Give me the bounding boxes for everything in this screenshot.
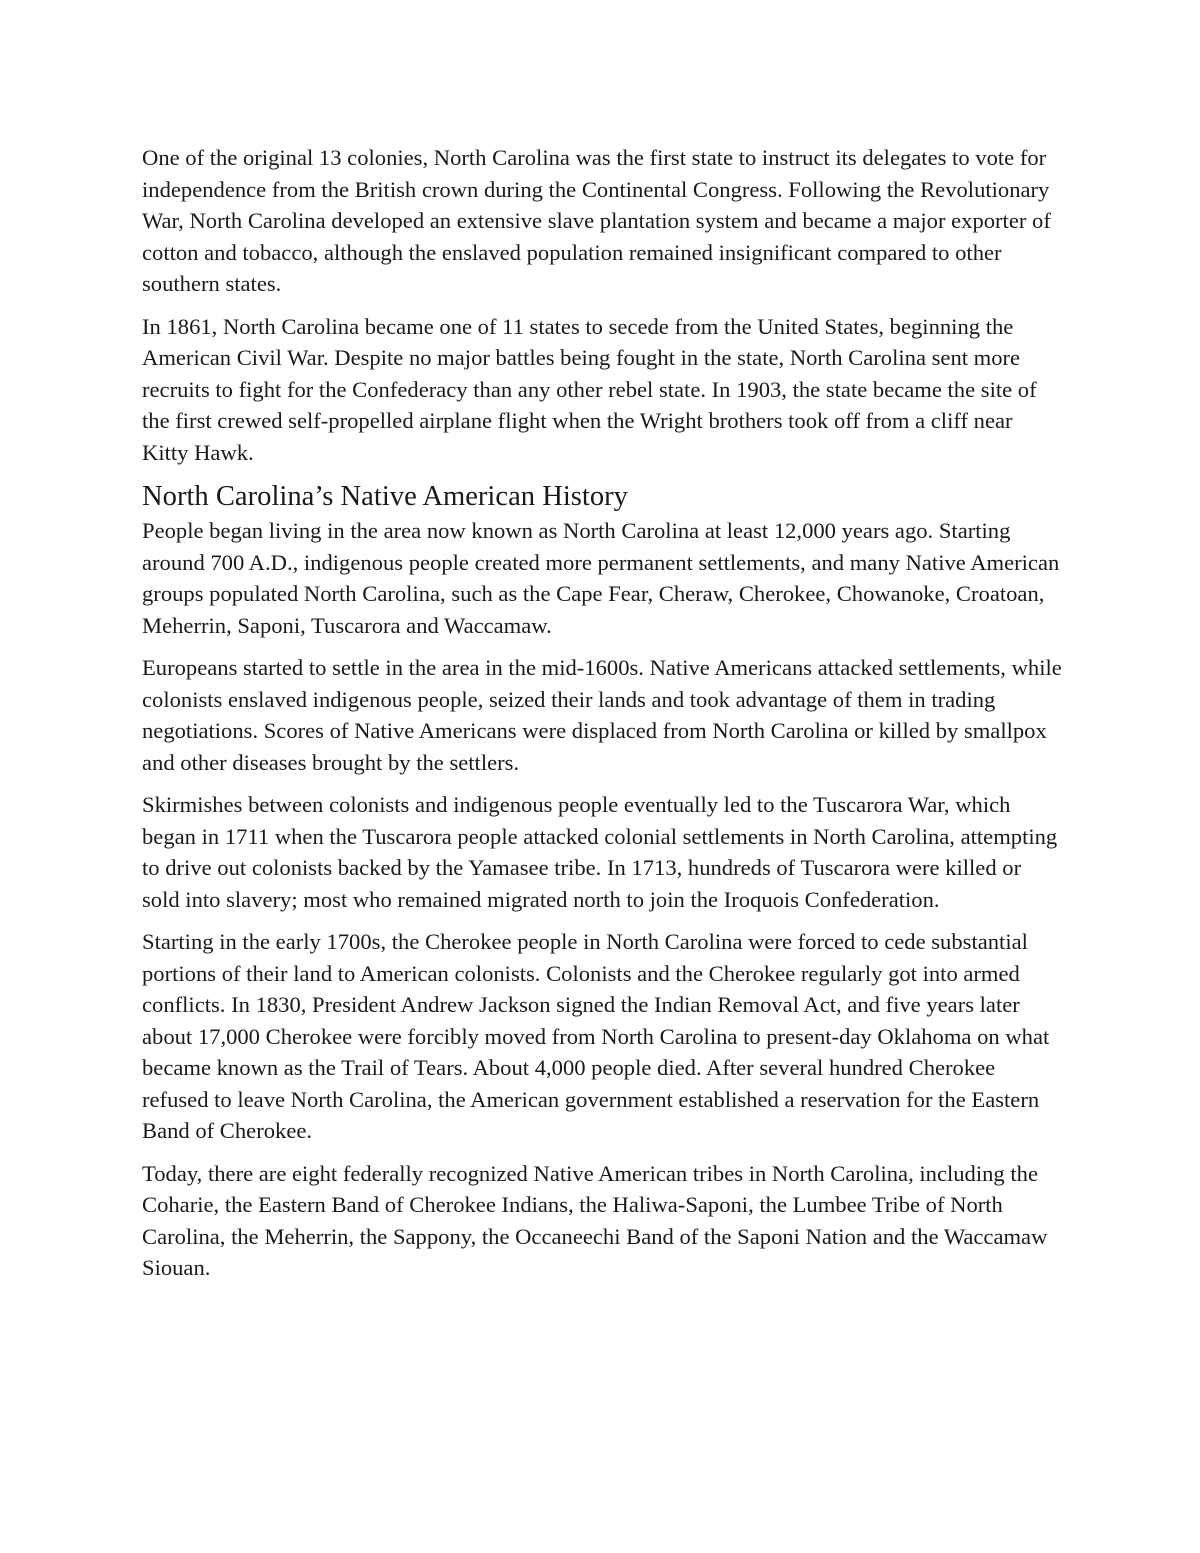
document-body xyxy=(142,142,1062,1295)
intro-paragraph-1: One of the original 13 colonies, North Carolina was the first state to instruct its delegates to vote for independence from the British crown during the Continental Congress. Following the Revolutionary War, North Carolina developed an extensive slave plantation system and became a major exporter of cotton and tobacco, although the enslaved population remained insignificant compared to other southern states. xyxy=(142,145,1051,296)
section-paragraph-1: People began living in the area now known as North Carolina at least 12,000 years ago. Starting around 700 A.D., indigenous people created more permanent settlements, and many Native American groups populated North Carolina, such as the Cape Fear, Cheraw, Cherokee, Chowanoke, Croatoan, Meherrin, Saponi, Tuscarora and Waccamaw. xyxy=(142,518,1060,638)
intro-paragraph-2: In 1861, North Carolina became one of 11 states to secede from the United States, beginning the American Civil War. Despite no major battles being fought in the state, North Carolina sent more recruits to fight for the Confederacy than any other rebel state. In 1903, the state became the site of the first crewed self-propelled airplane flight when the Wright brothers took off from a cliff near Kitty Hawk. xyxy=(142,313,1037,465)
section-paragraph-5: Today, there are eight federally recognized Native American tribes in North Carolina, including the Coharie, the Eastern Band of Cherokee Indians, the Haliwa-Saponi, the Lumbee Tribe of North Carolina, the Meherrin, the Sappony, the Occaneechi Band of the Saponi Nation and the Waccamaw Siouan. xyxy=(142,1160,1048,1280)
section-paragraph-4: Starting in the early 1700s, the Cherokee people in North Carolina were forced to cede substantial portions of their land to American colonists. Colonists and the Cherokee regularly got into armed conflicts. In 1830, President Andrew Jackson signed the Indian Removal Act, and five years later about 17,000 Cherokee were forcibly moved from North Carolina to present-day Oklahoma on what became known as the Trail of Tears. About 4,000 people died. After several hundred Cherokee refused to leave North Carolina, the American government established a reservation for the Eastern Band of Cherokee. xyxy=(142,929,1050,1143)
section-paragraph-3: Skirmishes between colonists and indigenous people eventually led to the Tuscarora War, which began in 1711 when the Tuscarora people attacked colonial settlements in North Carolina, attempting to drive out colonists backed by the Yamasee tribe. In 1713, hundreds of Tuscarora were killed or sold into slavery; most who remained migrated north to join the Iroquois Confederation. xyxy=(142,792,1058,912)
section-heading: North Carolina’s Native American History xyxy=(142,481,628,512)
section-paragraph-2: Europeans started to settle in the area in the mid-1600s. Native Americans attacked settlements, while colonists enslaved indigenous people, seized their lands and took advantage of them in trading negotiations. Scores of Native Americans were displaced from North Carolina or killed by smallpox and other diseases brought by the settlers. xyxy=(142,655,1062,775)
